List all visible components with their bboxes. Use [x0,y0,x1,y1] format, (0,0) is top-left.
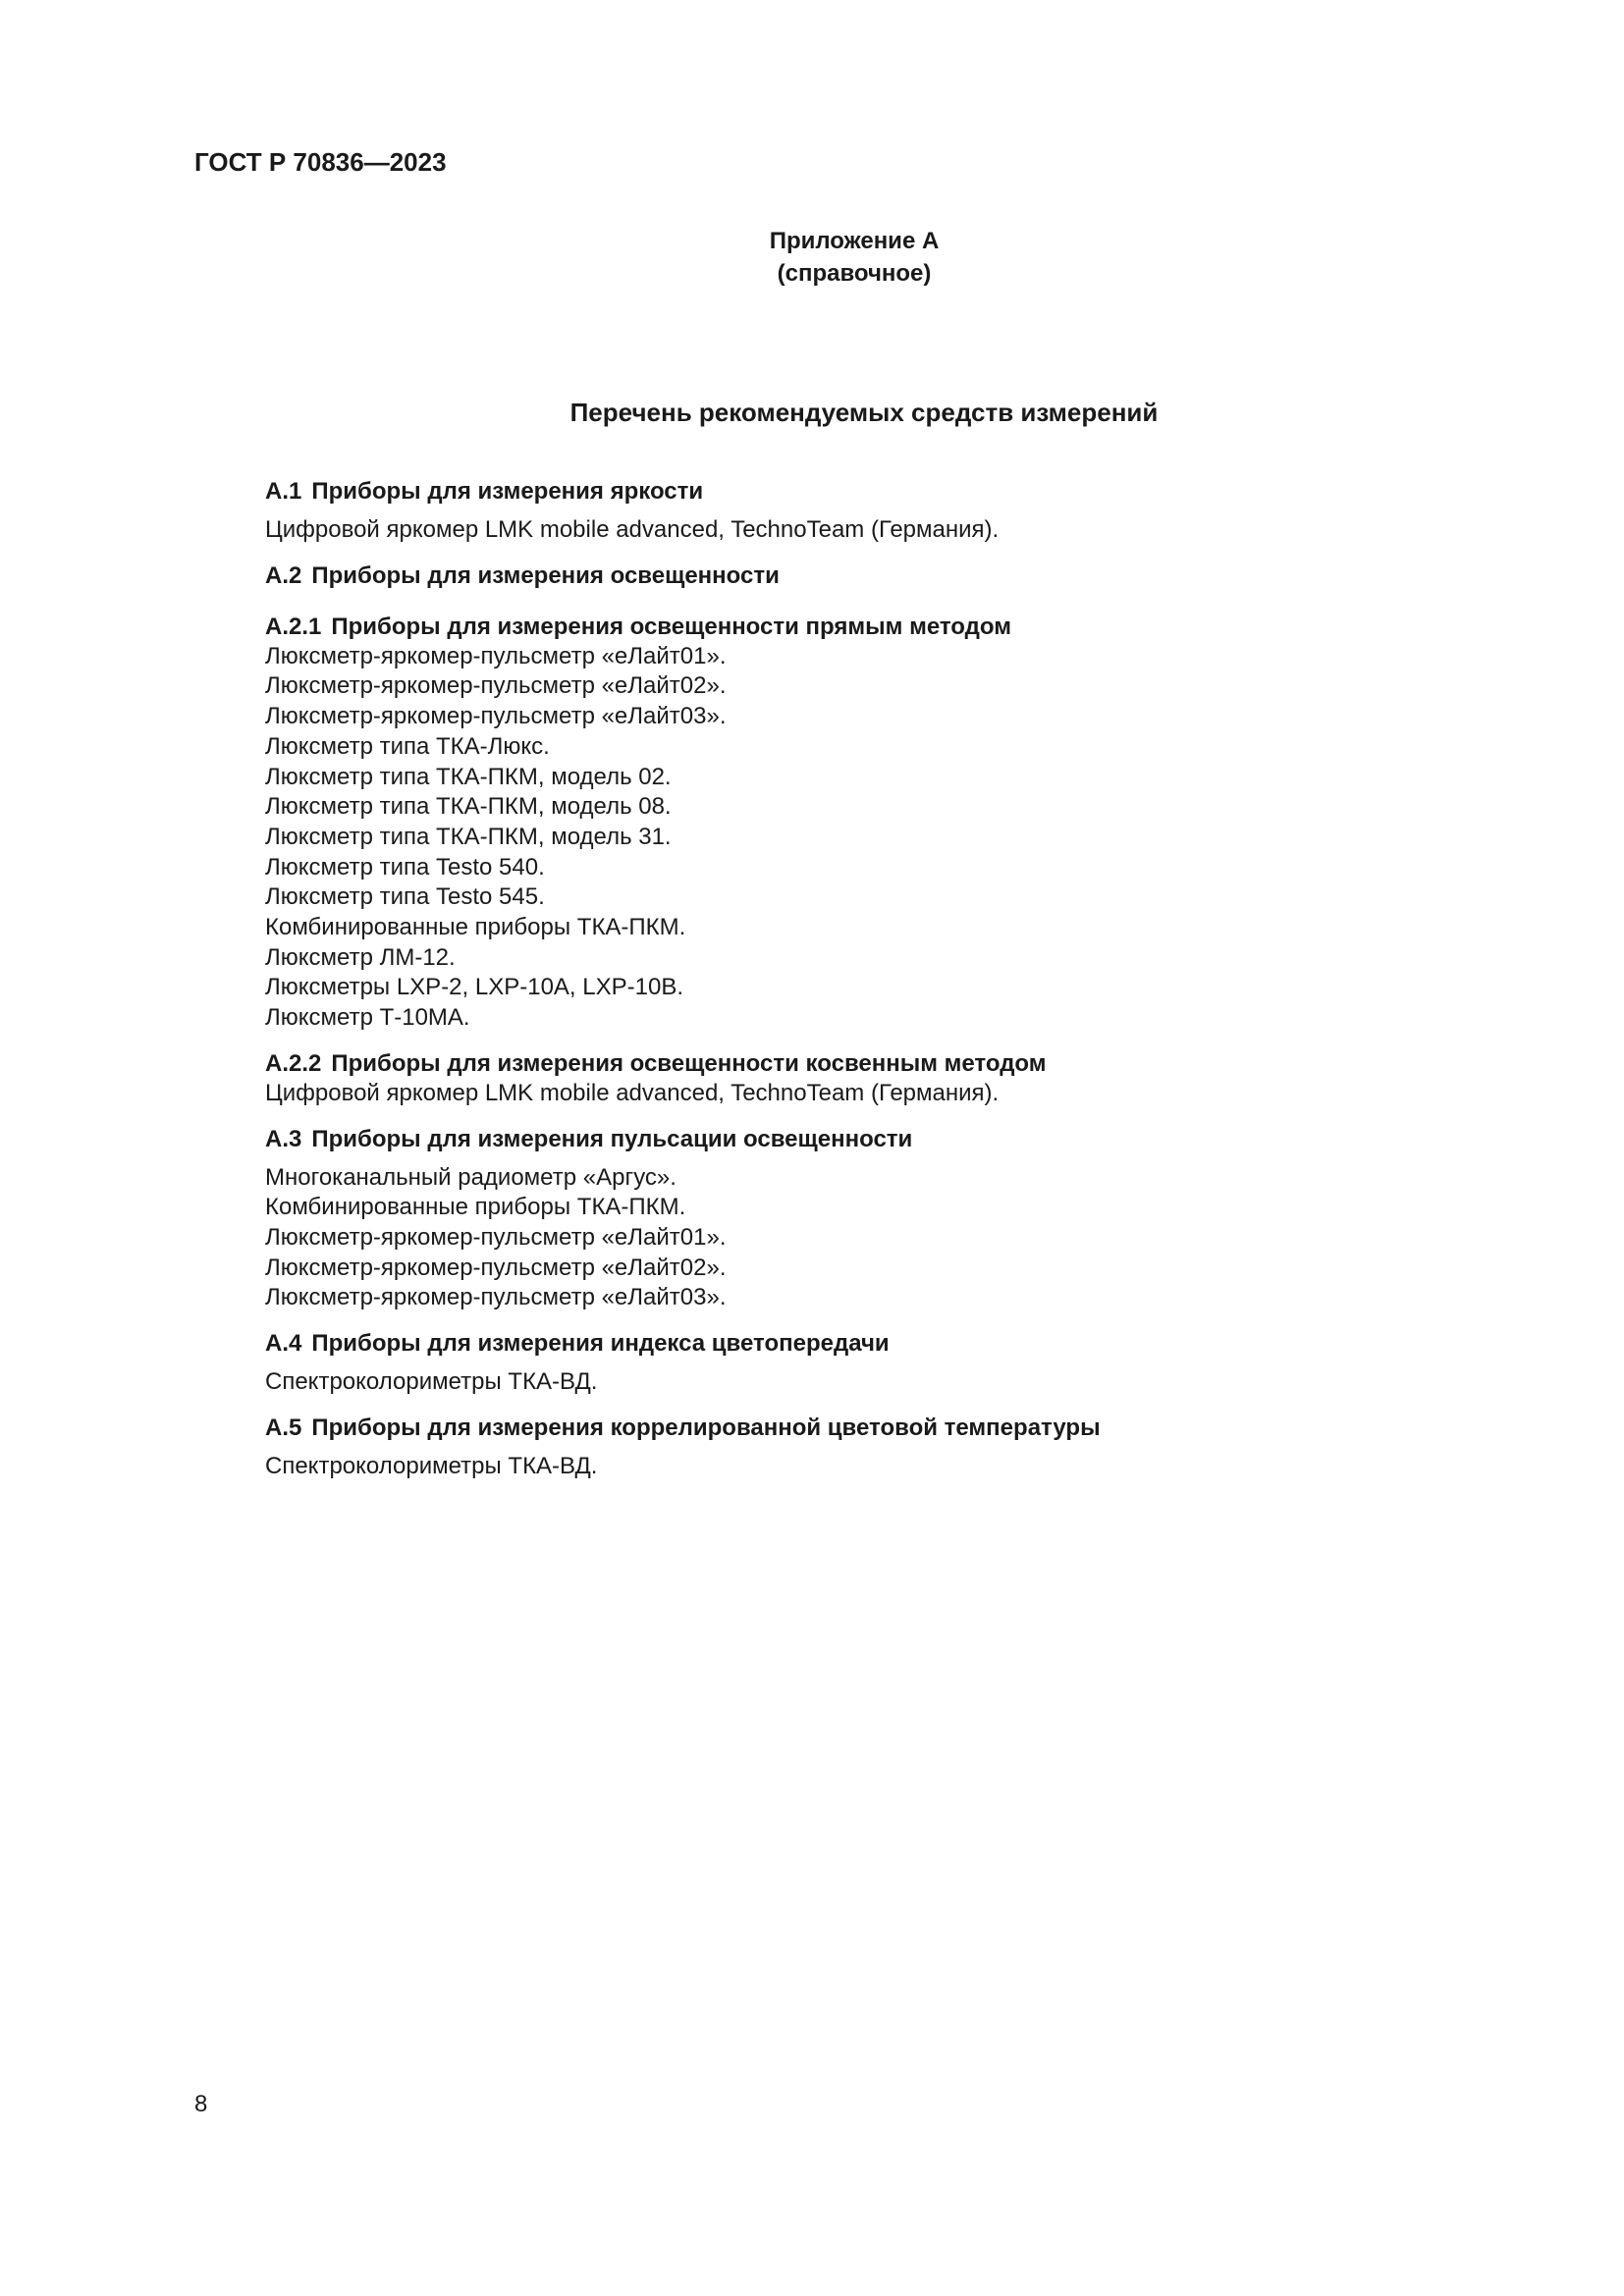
list-item: Люксметр-яркомер-пульсметр «еЛайт02». [265,672,727,700]
appendix-heading [589,225,1119,290]
list-item: Комбинированные приборы ТКА-ПКМ. [265,1194,686,1221]
section-number: А.3 [265,1125,302,1152]
list-item: Спектроколориметры ТКА-ВД. [265,1452,598,1479]
section-heading-a3 [265,1125,1492,1154]
section-heading-a1 [265,477,1492,507]
appendix-type: (справочное) [777,260,932,287]
section-heading-a2-2 [265,1049,1492,1079]
section-number: А.1 [265,478,302,505]
section-title: Приборы для измерения освещенности [311,561,780,589]
list-item: Люксметр-яркомер-пульсметр «еЛайт02». [265,1254,727,1281]
section-title: Приборы для измерения пульсации освещенности [311,1125,913,1152]
document-code: ГОСТ Р 70836—2023 [194,147,447,177]
list-item: Цифровой яркомер LMK mobile advanced, TechnoTeam (Германия). [265,516,1000,543]
list-item: Люксметр типа ТКА-ПКМ, модель 02. [265,763,672,790]
list-item: Комбинированные приборы ТКА-ПКМ. [265,914,686,941]
section-number: А.2.1 [265,613,322,640]
list-item: Люксметр типа Testo 545. [265,883,545,911]
section-heading-a2 [265,561,1492,591]
section-title: Приборы для измерения яркости [311,478,704,505]
list-item: Люксметр типа ТКА-ПКМ, модель 31. [265,823,672,850]
list-item: Люксметр типа ТКА-ПКМ, модель 08. [265,793,672,821]
section-number: А.4 [265,1330,302,1358]
section-heading-a5 [265,1414,1492,1443]
page-number: 8 [194,2091,208,2117]
section-title: Приборы для измерения коррелированной цветовой температуры [311,1414,1101,1441]
section-heading-a4 [265,1329,1492,1359]
list-item: Люксметр типа Testo 540. [265,853,545,881]
list-item: Многоканальный радиометр «Аргус». [265,1163,677,1191]
section-title: Приборы для измерения индекса цветопередачи [311,1330,890,1358]
list-item: Люксметр-яркомер-пульсметр «еЛайт03». [265,1284,727,1311]
section-number: А.2 [265,561,302,589]
list-item: Цифровой яркомер LMK mobile advanced, TechnoTeam (Германия). [265,1079,1000,1106]
section-title: Приборы для измерения освещенности косвенным методом [331,1049,1047,1077]
list-item: Люксметр-яркомер-пульсметр «еЛайт03». [265,703,727,730]
section-number: А.2.2 [265,1049,322,1077]
list-item: Люксметр типа ТКА-Люкс. [265,732,550,760]
list-item: Спектроколориметры ТКА-ВД. [265,1368,598,1396]
list-item: Люксметр-яркомер-пульсметр «еЛайт01». [265,642,727,669]
list-item: Люксметр-яркомер-пульсметр «еЛайт01». [265,1223,727,1251]
document-body [265,477,1492,1481]
list-item: Люксметр ЛМ-12. [265,943,456,971]
list-item: Люксметр Т-10МА. [265,1004,470,1032]
section-heading-a2-1 [265,613,1492,642]
list-item: Люксметры LXP-2, LXP-10A, LXP-10B. [265,974,683,1001]
page-title: Перечень рекомендуемых средств измерений [569,398,1159,427]
section-number: А.5 [265,1414,302,1441]
appendix-label: Приложение А [769,228,940,254]
section-title: Приборы для измерения освещенности прямым методом [331,613,1011,640]
